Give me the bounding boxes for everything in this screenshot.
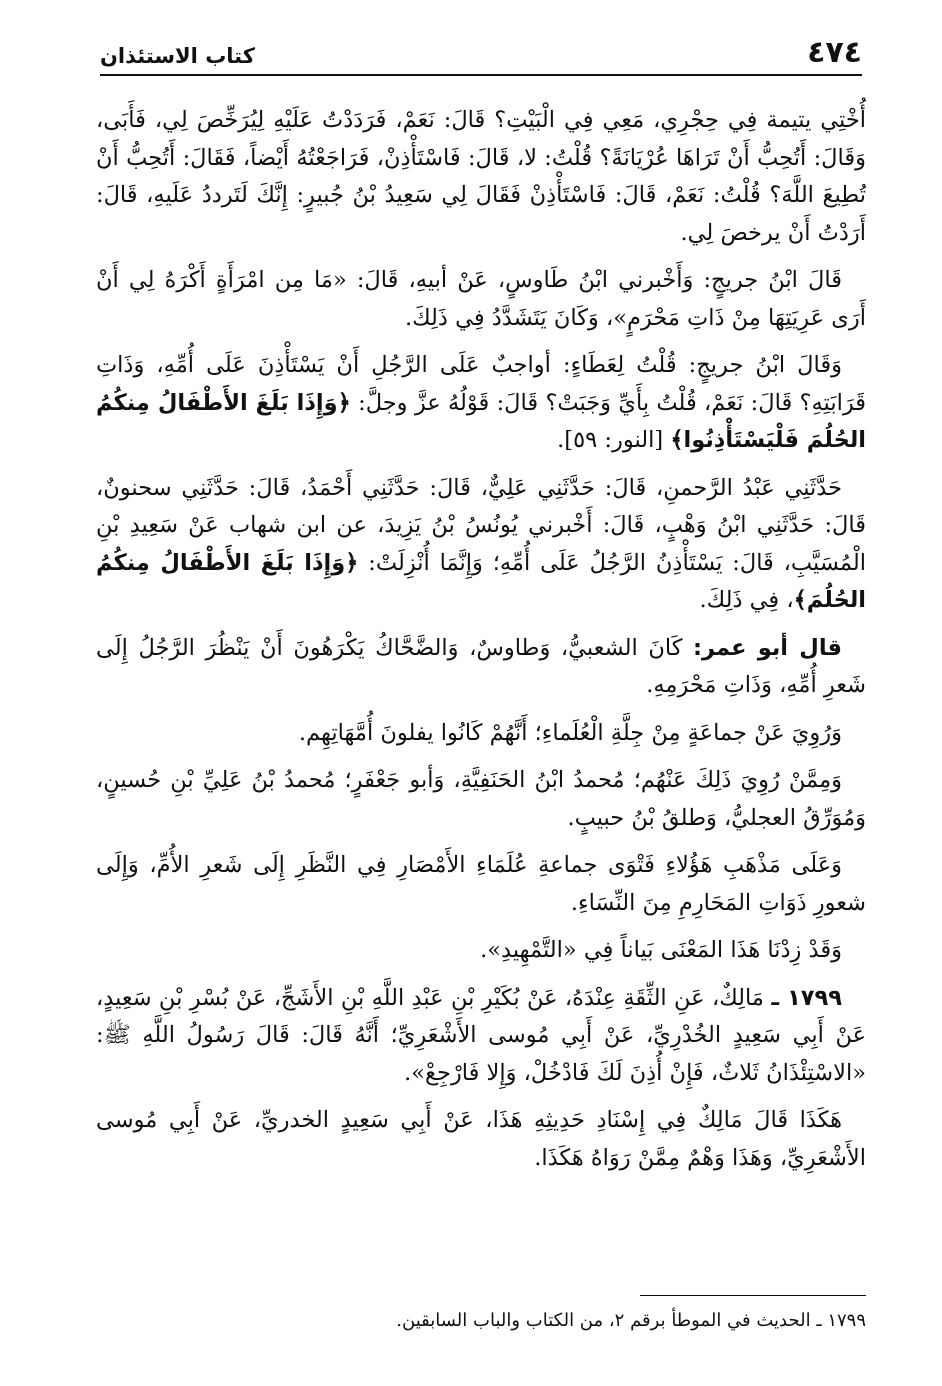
paragraph [96,847,866,922]
footnote: ١٧٩٩ ـ الحديث في الموطأ برقم ٢، من الكتاب والباب السابقين. [396,1310,866,1331]
quran-verse: ﴿وَإِذَا بَلَغَ الأَطْفَالُ مِنكُمُ الحُلُمَ﴾ [96,549,866,613]
quran-reference: [النور: ٥٩]. [557,427,664,453]
paragraph-text: وَقَالَ ابْنُ جريجٍ: قُلْتُ لِعَطَاءٍ: أواجبٌ عَلَى الرَّجُلِ أَنْ يَسْتَأْذِنَ عَلَى أُمِّهِ، وَذَاتِ قَرَابَتِهِ؟ قَالَ: نَعَمْ، قُلْتُ بِأَيِّ وَجَبَتْ؟ قَالَ: قَوْلُهُ عزَّ وجلَّ: [96,352,867,416]
paragraph-text: مَالِكٌ، عَنِ الثِّقَةِ عِنْدَهُ، عَنْ بُكَيْرِ بْنِ عَبْدِ اللَّهِ بْنِ الأَشَجِّ، عَنْ بُسْرِ بْنِ سَعِيدٍ، عَنْ أَبِي سَعِيدٍ الخُدْرِيِّ، عَنْ أَبِي مُوسى الأَشْعَرِيِّ؛ أَنَّهُ قَالَ: قَالَ رَسُولُ اللَّهِ ﷺ: «الاسْتِئْذَانُ ثَلاثٌ، فَإِنْ أُذِنَ لَكَ فَادْخُلْ، وَإِلا فَارْجِعْ». [96,984,866,1086]
paragraph [96,102,866,252]
paragraph-text: قَالَ ابْنُ جريجٍ: وَأَخْبرني ابْنُ طَاوسٍ، عَنْ أبيهِ، قَالَ: «مَا مِن امْرَأَةٍ أَكْرَهُ لِي أَنْ أَرَى عَرِيَتِهَا مِنْ ذَاتِ مَحْرَمٍ»، وَكَانَ يَتَشَدَّدُ فِي ذَلِكَ. [96,267,866,331]
paragraph-text: أُخْتِي يتيمة فِي حِجْرِي، مَعِي فِي الْبَيْتِ؟ قَالَ: نَعَمْ، فَرَدَدْتُ عَلَيْهِ لِيُرَخِّصَ لِي، فَأَبَى، وَقَالَ: أَتُحِبُّ أَنْ تَرَاهَا عُرْيَانَةً؟ قُلْتُ: لا، قَالَ: فَاسْتَأْذِنْ، فَرَاجَعْتُهُ أَيْضاً، فَقَالَ: أَتُحِبُّ أَنْ تُطِيعَ اللَّهَ؟ قُلْتُ: نَعَمْ، قَالَ: فَاسْتَأْذِنْ فَقَالَ لِي سَعِيدُ بْنُ جُبيرٍ: إِنَّكَ لَتَرددُ عَلَيهِ، قَالَ: أَرَدْتُ أَنْ يرخصَ لِي. [96,107,867,246]
main-text [96,102,866,1187]
running-title: كتاب الاستئذان [100,44,255,68]
speaker-label: قال أبو عمر: [693,634,842,661]
page-header [100,30,862,76]
paragraph-text: حَدَّثَنِي عَبْدُ الرَّحمنِ، قَالَ: حَدَّثَنِي عَلِيٌّ، قَالَ: حَدَّثَنِي أَحْمَدُ، قَالَ: حَدَّثَنِي سحنونٌ، قَالَ: حَدَّثَنِي ابْنُ وَهْبٍ، قَالَ: أَخْبرني يُونُسُ بْنُ يَزِيدَ، عن ابن شهاب عَنْ سَعِيدِ بْنِ الْمُسَيَّبِ، قَالَ: يَسْتَأْذِنُ الرَّجُلُ عَلَى أُمِّهِ؛ وَإِنَّمَا أُنْزِلَتْ: [96,474,867,576]
paragraph [96,715,866,753]
paragraph [96,932,866,970]
paragraph-text: هَكَذَا قَالَ مَالِكٌ فِي إِسْنَادِ حَدِيثِهِ هَذَا، عَنْ أَبِي سَعِيدٍ الخدريِّ، عَنْ أَبِي مُوسى الأَشْعَرِيِّ، وَهَذَا وَهْمٌ مِمَّنْ رَوَاهُ هَكَذَا. [96,1107,866,1171]
paragraph [96,762,866,837]
paragraph [96,347,866,460]
footnote-divider [640,1295,866,1296]
paragraph-text: كَانَ الشعبيُّ، وَطاوسٌ، وَالضَّحَّاكُ يَكْرَهُونَ أَنْ يَنْظُرَ الرَّجُلُ إِلَى شَعرِ أُمِّهِ، وَذَاتِ مَحْرَمِهِ. [96,634,866,698]
paragraph-text: وَعَلَى مَذْهَبِ هَؤُلاءِ فَتْوَى جماعةِ عُلَمَاءِ الأَمْصَارِ فِي النَّظَرِ إِلَى شَعرِ الأُمِّ، وَإِلَى شعورِ ذَوَاتِ المَحَارِمِ مِنَ النِّسَاءِ. [96,852,866,916]
paragraph [96,630,866,705]
paragraph-text: وَقَدْ زِدْنَا هَذَا المَعْنَى بَياناً فِي «التَّمْهِيدِ». [480,937,842,963]
hadith-number: ١٧٩٩ ـ [771,984,843,1011]
paragraph [96,1102,866,1177]
paragraph [96,470,866,620]
paragraph [96,980,866,1093]
paragraph-text: وَمِمَّنْ رُوِيَ ذَلِكَ عَنْهُم؛ مُحمدُ ابْنُ الحَنَفِيَّةِ، وَأبو جَعْفَرٍ؛ مُحمدُ بْنُ عَلِيِّ بْنِ حُسينٍ، وَمُوَرِّقُ العجليُّ، وَطلقُ بْنُ حبيبٍ. [96,767,866,831]
paragraph-text: ، فِي ذَلِكَ. [699,587,794,613]
page-number: ٤٧٤ [807,35,862,70]
paragraph [96,262,866,337]
paragraph-text: وَرُوِيَ عَنْ جماعَةٍ مِنْ جِلَّةِ الْعُلَماءِ؛ أَنَّهُمْ كَانُوا يفلونَ أُمَّهَاتِهِم. [298,719,842,746]
quran-verse: ﴿وَإِذَا بَلَغَ الأَطْفَالُ مِنكُمُ الحُلُمَ فَلْيَسْتَأْذِنُوا﴾ [96,389,866,453]
